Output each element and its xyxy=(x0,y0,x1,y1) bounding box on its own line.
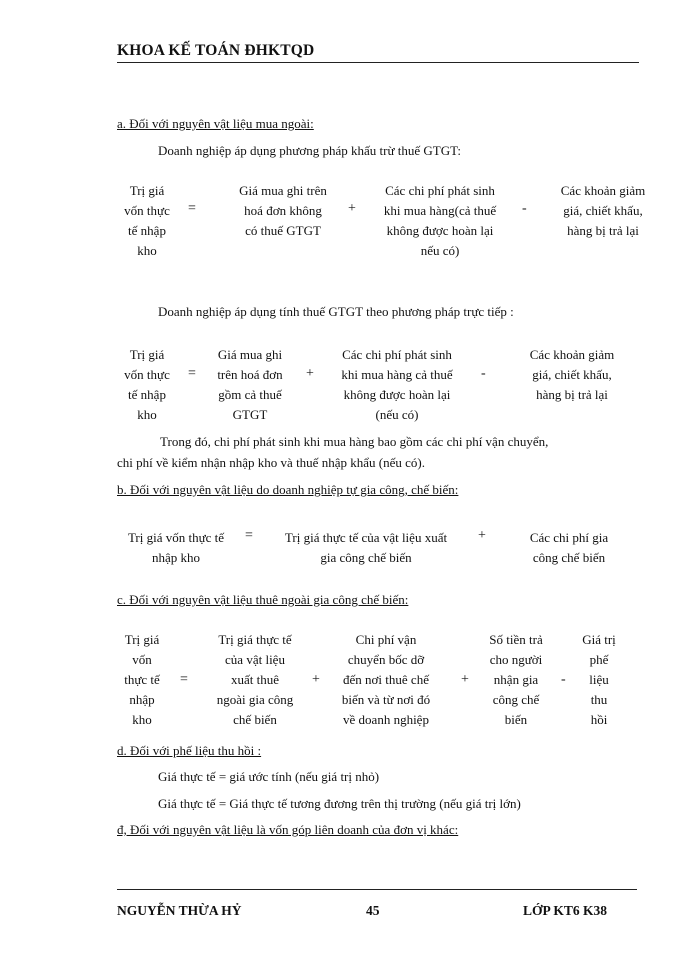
formula-a1-plus: + xyxy=(348,201,356,216)
formula-a1-equals: = xyxy=(188,201,196,216)
formula-c-term3: Số tiền trả cho người nhận gia công chế biến xyxy=(489,632,543,727)
formula-a1-term1: Giá mua ghi trên hoá đơn không có thuế GTGT xyxy=(239,183,327,238)
footer-page-number: 45 xyxy=(366,903,380,918)
section-a-case1-intro: Doanh nghiệp áp dụng phương pháp khấu trừ thuế GTGT: xyxy=(158,143,462,158)
footer-divider xyxy=(117,889,637,890)
formula-a2-plus: + xyxy=(306,366,314,381)
formula-a1-term3: Các khoản giảm giá, chiết khấu, hàng bị trả lại xyxy=(560,183,646,238)
formula-b-lhs: Trị giá vốn thực tế nhập kho xyxy=(127,530,225,565)
section-a-case2-intro: Doanh nghiệp áp dụng tính thuế GTGT theo phương pháp trực tiếp : xyxy=(158,304,514,319)
formula-a2-term2: Các chi phí phát sinh khi mua hàng cả thuế không được hoàn lại (nếu có) xyxy=(341,347,453,422)
formula-c-equals: = xyxy=(180,672,188,687)
formula-a2-lhs: Trị giá vốn thực tế nhập kho xyxy=(124,347,170,422)
page-header-title: KHOA KẾ TOÁN ĐHKTQD xyxy=(117,42,315,59)
section-d-line2: Giá thực tế = Giá thực tế tương đương trên thị trường (nếu giá trị lớn) xyxy=(158,796,521,811)
section-d-heading: d. Đối với phế liệu thu hồi : xyxy=(117,743,262,758)
formula-b-term1: Trị giá thực tế của vật liệu xuất gia công chế biến xyxy=(284,530,448,565)
formula-a1-minus: - xyxy=(522,201,527,216)
formula-a1-lhs: Trị giá vốn thực tế nhập kho xyxy=(124,183,170,258)
formula-a2-equals: = xyxy=(188,366,196,381)
section-a-heading: a. Đối với nguyên vật liệu mua ngoài: xyxy=(117,116,314,131)
section-a-note-line1: Trong đó, chi phí phát sinh khi mua hàng bao gồm các chi phí vận chuyển, xyxy=(160,434,549,449)
formula-c-term4: Giá trị phế liệu thu hồi xyxy=(582,632,616,727)
formula-b-term2: Các chi phí gia công chế biến xyxy=(529,530,609,565)
formula-a2-minus: - xyxy=(481,366,486,381)
section-dd-heading: đ, Đối với nguyên vật liệu là vốn góp liên doanh của đơn vị khác: xyxy=(117,822,459,837)
formula-c-plus2: + xyxy=(461,672,469,687)
formula-c-term1: Trị giá thực tế của vật liệu xuất thuê ngoài gia công chế biến xyxy=(216,632,294,727)
formula-b-equals: = xyxy=(245,528,253,543)
formula-a2-term3: Các khoản giảm giá, chiết khấu, hàng bị trả lại xyxy=(529,347,615,402)
formula-b-plus: + xyxy=(478,528,486,543)
formula-c-plus1: + xyxy=(312,672,320,687)
section-b-heading: b. Đối với nguyên vật liệu do doanh nghiệp tự gia công, chế biến: xyxy=(117,482,459,497)
header-divider xyxy=(117,62,639,63)
section-d-line1: Giá thực tế = giá ước tính (nếu giá trị nhỏ) xyxy=(158,769,380,784)
formula-c-minus: - xyxy=(561,672,566,687)
formula-a2-term1: Giá mua ghi trên hoá đơn gồm cả thuế GTGT xyxy=(217,347,283,422)
footer-author: NGUYỄN THỪA HỶ xyxy=(117,903,242,918)
formula-c-lhs: Trị giá vốn thực tế nhập kho xyxy=(124,632,160,727)
formula-a1-term2: Các chi phí phát sinh khi mua hàng(cả thuế không được hoàn lại nếu có) xyxy=(383,183,497,258)
section-a-note-line2: chi phí về kiểm nhận nhập kho và thuế nhập khẩu (nếu có). xyxy=(117,455,425,470)
footer-class: LỚP KT6 K38 xyxy=(523,903,608,918)
formula-c-term2: Chi phí vận chuyển bốc dỡ đến nơi thuê chế biến và từ nơi đó về doanh nghiệp xyxy=(341,632,431,727)
section-c-heading: c. Đối với nguyên vật liệu thuê ngoài gia công chế biến: xyxy=(117,592,409,607)
